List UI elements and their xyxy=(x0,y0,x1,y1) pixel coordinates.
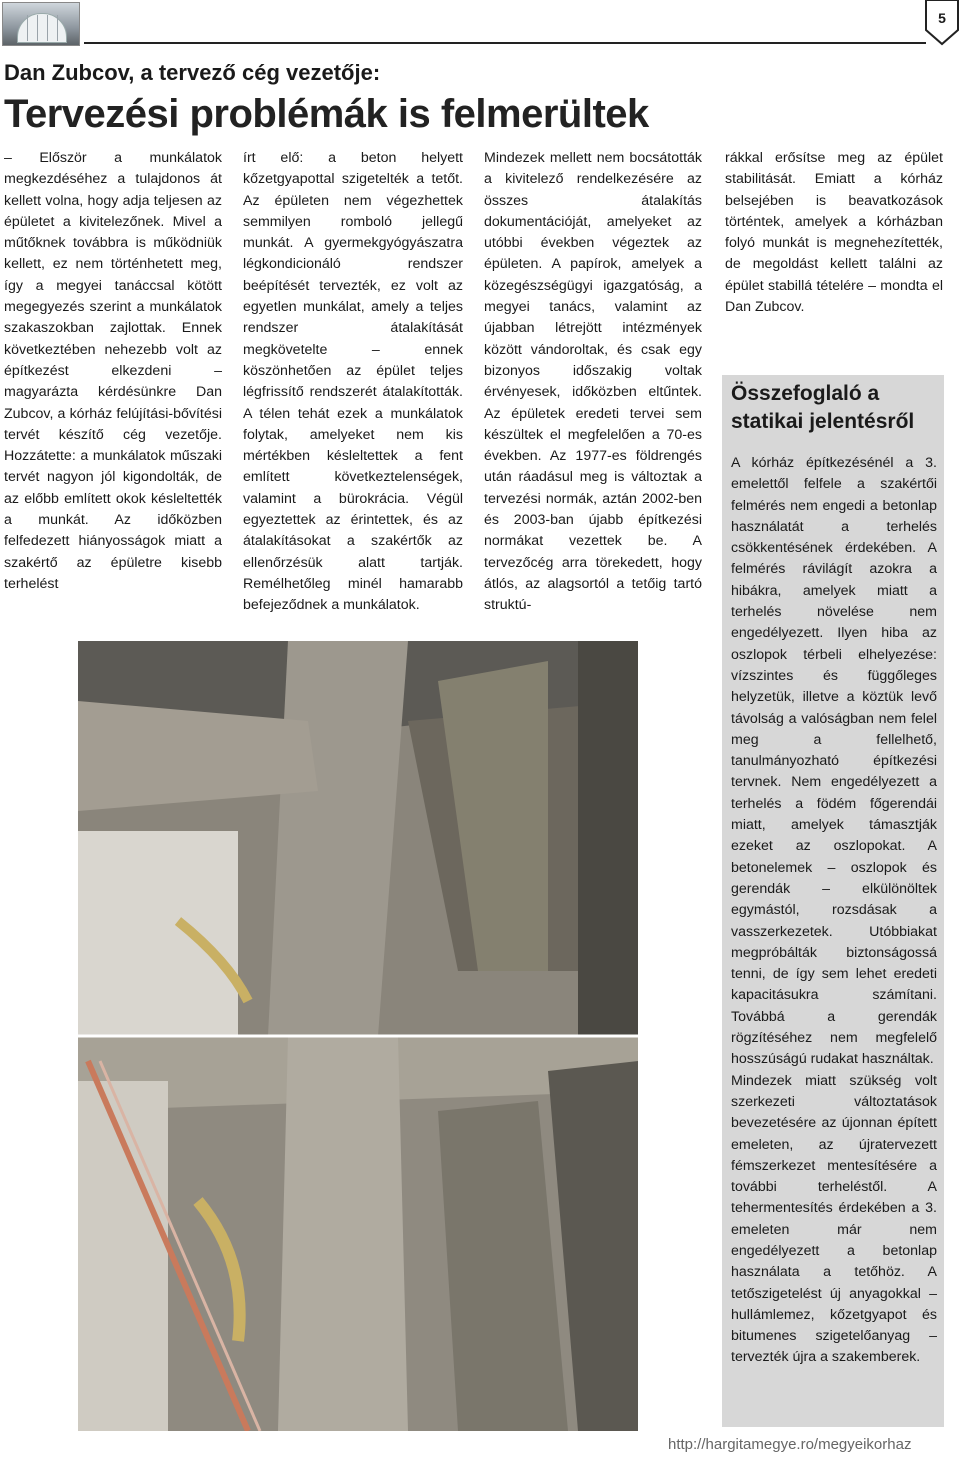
construction-photo xyxy=(78,641,638,1431)
article-title: Tervezési problémák is felmerültek xyxy=(4,92,649,136)
sidebar-paragraph: A kórház építkezésénél a 3. emelettől felfele a szakértői felmérés nem engedi a betonlap használatát a terhelés csökkentésének érdekében. A felmérés rávilágít azokra a hibákra, amelyek miatt a terhelés növelése nem engedélyezett. Ilyen hiba az oszlopok térbeli elhelyezése: vízszintes és függőleges helyzetük, illetve a köztük levő távolság a valóságban nem felel meg a fellelhető, tanulmányozható építkezési tervnek. Nem engedélyezett a terhelés a födém főgerendái miatt, amelyek támasztják ezeket az oszlopokat. A betonelemek – oszlopok és gerendák – elkülönöltek egymástól, rozsdásak a vasszerkezetek. Utóbbiakat megpróbálták biztonságossá tenni, de így sem lehet eredeti kapacitásukra számítani. Továbbá a gerendák rögzítéséhez nem megfelelő hosszúságú rudakat használtak. xyxy=(731,455,937,1068)
page-number: 5 xyxy=(938,10,946,26)
article-column-4: rákkal erősítse meg az épület stabilitását. Emiatt a kórház belsejében is beavatkozások történtek, amelyek a kórházban folyó munkát is megnehezítették, de megoldást kellett találni az épület stabillá tételére – mondta el Dan Zubcov. xyxy=(725,150,943,316)
sidebar-body xyxy=(731,453,937,1369)
building-thumbnail-image xyxy=(2,2,80,46)
article-column-1: – Először a munkálatok megkezdéséhez a tulajdonos át kellett volna, hogy adja teljesen az épületet a kivitelezőnek. Mivel a műtőknek továbbra is működniük kellett, ez nem történhetett meg, így a megyei tanáccsal kötött megegyezés szerint a munkálatok szakaszokban zajlottak. Ennek következtében nehezebb volt az építkezést elkezdeni – magyarázta kérdésünkre Dan Zubcov, a kórház felújítási-bővítési tervét készítő cég vezetője. Hozzátette: a munkálatok műszaki tervét nagyon jól kigondolták, de az előbb említett okok késleltették a munkát. Az időközben felfedezett hiányosságok miatt a szakértő az épületre kisebb terhelést xyxy=(4,150,222,592)
sidebar-title: Összefoglaló a statikai jelentésről xyxy=(731,382,915,433)
article-column-3: Mindezek mellett nem bocsátották a kivitelező rendelkezésére az összes átalakítás dokumentációját, amelyeket az utóbbi években végeztek az épületen. A papírok, amelyek a közegészségügyi igazgatóság, a megyei tanács, valamint az újabban létrejött intézmények között vándoroltak, és csak egy bizonyos időszakig voltak érvényesek, időközben eltűntek. Az épületek eredeti tervei sem készültek el megfelelően a 70-es években. Az 1977-es földrengés után ráadásul meg is változtak a tervezési normák, aztán 2002-ben és 2003-ban újabb építkezési normákat vezettek be. A tervezőcég arra törekedett, hogy átlós, az alagsortól a tetőig tartó struktú- xyxy=(484,150,702,614)
article-column-2: írt elő: a beton helyett kőzetgyapottal szigetelték a tetőt. Az épületen nem végezhettek semmilyen romboló jellegű munkát. A gyermekgyógyászatra légkondicionáló rendszer beépítését tervezték, ez volt az egyetlen munkálat, amely a teljes rendszer átalakítását megkövetelte – ennek köszönhetően az épület teljes légfrissítő rendszerét átalakították. A télen tehát ezek a munkálatok folytak, amelyeket nem kis mértékben késleltettek a fent említett következtelenségek, valamint a bürokrácia. Végül egyeztettek az érintettek, és az átalakításokat a szakértők az ellenőrzésük alatt tartják. Remélhetőleg minél hamarabb befejeződnek a munkálatok. xyxy=(243,150,463,614)
header-rule xyxy=(84,42,926,44)
summary-sidebar xyxy=(722,375,944,1427)
interviewee-subheading: Dan Zubcov, a tervező cég vezetője: xyxy=(4,60,381,85)
source-url-link[interactable]: http://hargitamegye.ro/megyeikorhaz xyxy=(668,1436,912,1453)
sidebar-paragraph: Mindezek miatt szükség volt szerkezeti változtatások bevezetésére az újonnan épített emeleten, az újratervezett fémszerkezet mentesítésére a további terheléstől. A tehermentesítés érdekében a 3. emeleten már nem engedélyezett a betonlap használata a tetőhöz. A tetőszigetelést új anyagokkal – hullámlemez, kőzetgyapot és bitumenes szigetelőanyag – tervezték újra a szakemberek. xyxy=(731,1072,937,1366)
